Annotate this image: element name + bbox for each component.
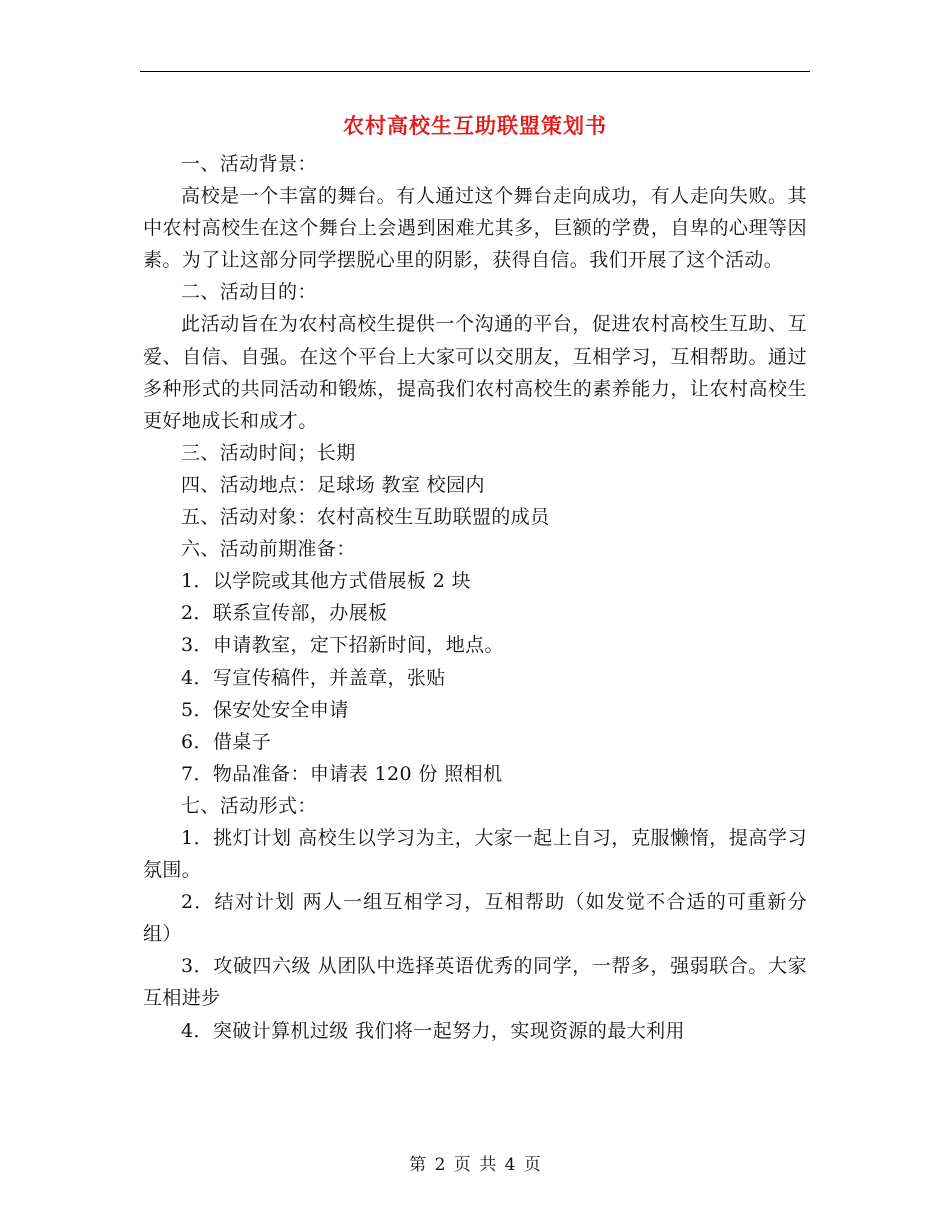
section-heading-forms: 七、活动形式：	[181, 794, 317, 817]
section-heading-preparation: 六、活动前期准备：	[181, 538, 356, 561]
activity-form-item: 3．攻破四六级 从团队中选择英语优秀的同学，一帮多，强弱联合。大家互相进步	[143, 955, 807, 1010]
document-title: 农村高校生互助联盟策划书	[343, 113, 607, 138]
page-number-footer: 第 2 页 共 4 页	[409, 1155, 541, 1175]
section-audience: 五、活动对象：农村高校生互助联盟的成员	[181, 506, 550, 529]
section-location: 四、活动地点：足球场 教室 校园内	[181, 473, 485, 496]
activity-form-item: 2．结对计划 两人一组互相学习，互相帮助（如发觉不合适的可重新分组）	[143, 891, 807, 946]
preparation-item: 7．物品准备：申请表 120 份 照相机	[181, 762, 503, 785]
activity-form-item: 1．挑灯计划 高校生以学习为主，大家一起上自习，克服懒惰，提高学习氛围。	[143, 826, 807, 882]
preparation-item: 2．联系宣传部，办展板	[181, 602, 388, 625]
preparation-item: 5．保安处安全申请	[181, 698, 349, 721]
preparation-item: 4．写宣传稿件，并盖章，张贴	[181, 666, 446, 689]
header-rule	[140, 71, 810, 72]
preparation-item: 3．申请教室，定下招新时间，地点。	[181, 634, 504, 657]
paragraph-background: 高校是一个丰富的舞台。有人通过这个舞台走向成功，有人走向失败。其中农村高校生在这个舞台上会遇到困难尤其多，巨额的学费，自卑的心理等因素。为了让这部分同学摆脱心里的阴影，获得自信。我们开展了这个活动。	[143, 185, 807, 272]
activity-form-item: 4．突破计算机过级 我们将一起努力，实现资源的最大利用	[181, 1019, 685, 1042]
paragraph-purpose: 此活动旨在为农村高校生提供一个沟通的平台，促进农村高校生互助、互爱、自信、自强。在这个平台上大家可以交朋友，互相学习，互相帮助。通过多种形式的共同活动和锻炼，提高我们农村高校生的素养能力，让农村高校生更好地成长和成才。	[143, 313, 807, 432]
document-body	[143, 148, 807, 1047]
preparation-item: 1．以学院或其他方式借展板 2 块	[181, 570, 472, 593]
section-heading-purpose: 二、活动目的：	[181, 281, 317, 304]
section-time: 三、活动时间；长期	[181, 441, 356, 464]
section-heading-background: 一、活动背景：	[181, 153, 317, 175]
preparation-item: 6．借桌子	[181, 730, 272, 753]
